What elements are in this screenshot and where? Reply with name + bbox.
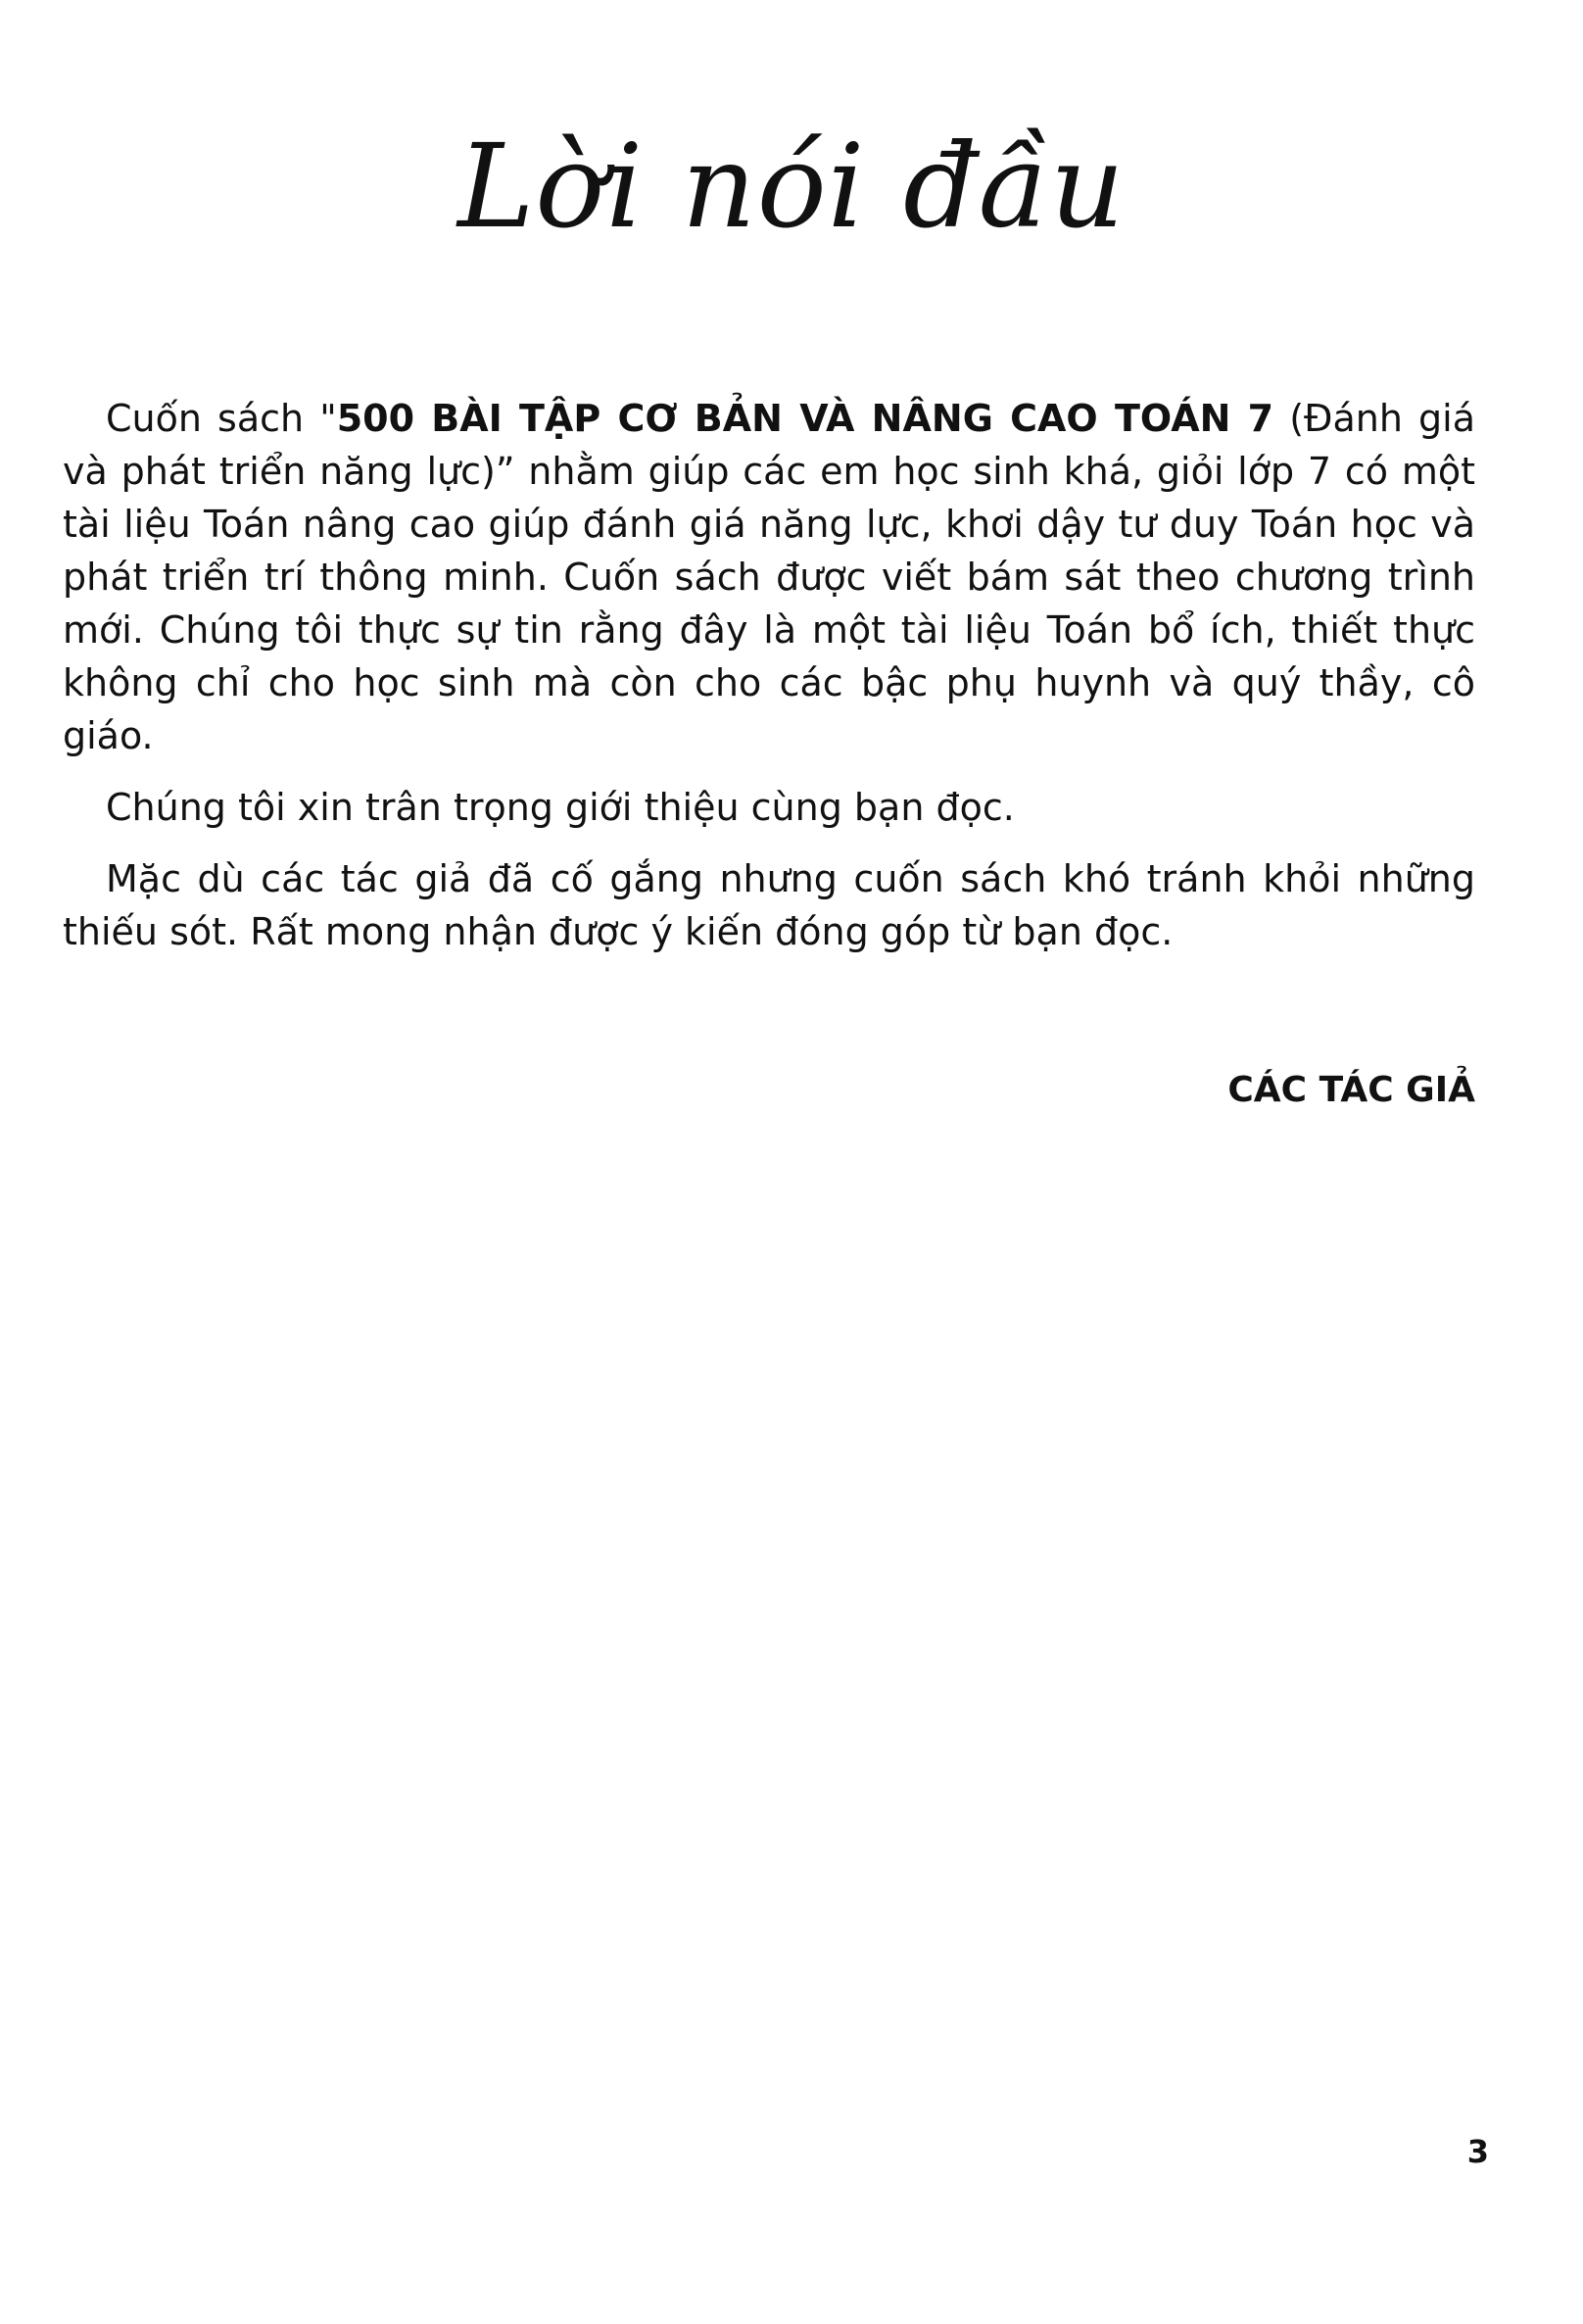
- intro-lead-text: Cuốn sách ": [106, 397, 337, 440]
- page-number: 3: [1466, 2133, 1489, 2170]
- intro-rest-text: (Đánh giá và phát triển năng lực)” nhằm giúp các em học sinh khá, giỏi lớp 7 có một tài liệu Toán nâng cao giúp đánh giá năng lực, khơi dậy tư duy Toán học và phát triển trí thông minh. Cuốn sách được viết bám sát theo chương trình mới. Chúng tôi thực sự tin rằng đây là một tài liệu Toán bổ ích, thiết thực không chỉ cho học sinh mà còn cho các bậc phụ huynh và quý thầy, cô giáo.: [63, 397, 1475, 757]
- book-title: 500 BÀI TẬP CƠ BẢN VÀ NÂNG CAO TOÁN 7: [336, 397, 1274, 440]
- paragraph-introduction: Chúng tôi xin trân trọng giới thiệu cùng bạn đọc.: [106, 786, 1015, 829]
- author-signature: CÁC TÁC GIẢ: [1227, 1070, 1475, 1110]
- paragraph-intro: [63, 392, 1475, 762]
- preface-body: [63, 392, 1475, 958]
- paragraph-apology: Mặc dù các tác giả đã cố gắng nhưng cuốn sách khó tránh khỏi những thiếu sót. Rất mong nhận được ý kiến đóng góp từ bạn đọc.: [63, 857, 1475, 953]
- page-title: Lời nói đầu: [457, 119, 1126, 254]
